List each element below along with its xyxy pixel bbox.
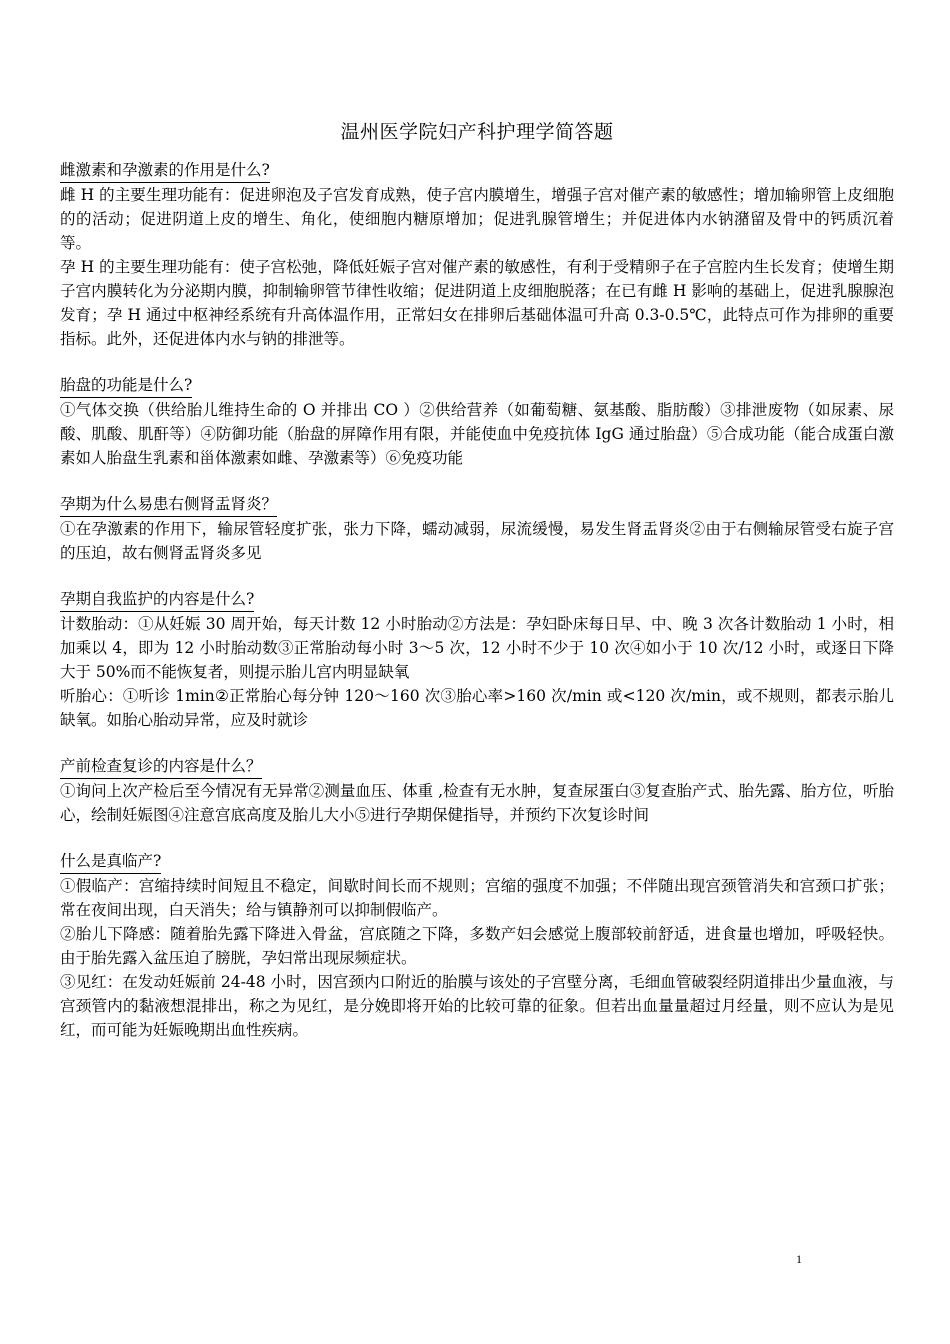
- section-self-monitoring: [60, 587, 894, 732]
- page-number: 1: [796, 1252, 802, 1266]
- question-heading: 什么是真临产?: [60, 849, 161, 874]
- answer-paragraph: 雌 H 的主要生理功能有：促进卵泡及子宫发育成熟，使子宫内膜增生，增强子宫对催产素的敏感性；增加输卵管上皮细胞的的活动；促进阴道上皮的增生、角化，使细胞内糖原增加；促进乳腺管增生；并促进体内水钠潴留及骨中的钙质沉着等。: [60, 186, 894, 252]
- document-page: [60, 118, 894, 1064]
- section-placenta: [60, 373, 894, 470]
- section-true-labor: [60, 849, 894, 1042]
- answer-paragraph: ①询问上次产检后至今情况有无异常②测量血压、体重 ,检查有无水肿，复查尿蛋白③复查胎产式、胎先露、胎方位，听胎心，绘制妊娠图④注意宫底高度及胎儿大小⑤进行孕期保健指导，并预约下次复诊时间: [60, 782, 894, 824]
- answer-paragraph: ①在孕激素的作用下，输尿管轻度扩张，张力下降，蠕动减弱，尿流缓慢，易发生肾盂肾炎②由于右侧输尿管受右旋子宫的压迫，故右侧肾盂肾炎多见: [60, 520, 894, 562]
- answer-paragraph: ①假临产：宫缩持续时间短且不稳定，间歇时间长而不规则；宫缩的强度不加强；不伴随出现宫颈管消失和宫颈口扩张；常在夜间出现，白天消失；给与镇静剂可以抑制假临产。: [60, 877, 894, 919]
- question-heading: 孕期自我监护的内容是什么?: [60, 587, 254, 612]
- section-prenatal-followup: [60, 754, 894, 827]
- answer-paragraph: ③见红：在发动妊娠前 24-48 小时，因宫颈内口附近的胎膜与该处的子宫壁分离，毛细血管破裂经阴道排出少量血液，与宫颈管内的黏液想混排出，称之为见红，是分娩即将开始的比较可靠的征象。但若出血量量超过月经量，则不应认为是见红，而可能为妊娠晚期出血性疾病。: [60, 973, 894, 1039]
- answer-paragraph: 听胎心：①听诊 1min②正常胎心每分钟 120～160 次③胎心率>160 次/min 或<120 次/min，或不规则，都表示胎儿缺氧。如胎心胎动异常，应及时就诊: [60, 687, 894, 729]
- question-heading: 雌激素和孕激素的作用是什么?: [60, 158, 270, 183]
- answer-paragraph: ②胎儿下降感：随着胎先露下降进入骨盆，宫底随之下降，多数产妇会感觉上腹部较前舒适，进食量也增加，呼吸轻快。由于胎先露入盆压迫了膀胱，孕妇常出现尿频症状。: [60, 925, 894, 967]
- answer-paragraph: 孕 H 的主要生理功能有：使子宫松弛，降低妊娠子宫对催产素的敏感性，有利于受精卵子在子宫腔内生长发育；使增生期子宫内膜转化为分泌期内膜，抑制输卵管节律性收缩；促进阴道上皮细胞脱落；在已有雌 H 影响的基础上，促进乳腺腺泡发育；孕 H 通过中枢神经系统有升高体温作用，正常妇女在排卵后基础体温可升高 0.3-0.5℃，此特点可作为排卵的重要指标。此外，还促进体内水与钠的排泄等。: [60, 258, 894, 348]
- answer-paragraph: ①气体交换（供给胎儿维持生命的 O 并排出 CO ）②供给营养（如葡萄糖、氨基酸、脂肪酸）③排泄废物（如尿素、尿酸、肌酸、肌酐等）④防御功能（胎盘的屏障作用有限，并能使血中免疫抗体 IgG 通过胎盘）⑤合成功能（能合成蛋白激素如人胎盘生乳素和甾体激素如雌、孕激素等）⑥免疫功能: [60, 401, 894, 467]
- question-heading: 胎盘的功能是什么?: [60, 373, 192, 398]
- question-heading: 产前检查复诊的内容是什么？: [60, 754, 262, 779]
- answer-paragraph: 计数胎动：①从妊娠 30 周开始，每天计数 12 小时胎动②方法是：孕妇卧床每日早、中、晚 3 次各计数胎动 1 小时，相加乘以 4，即为 12 小时胎动数③正常胎动每小时 3～5 次，12 小时不少于 10 次④如小于 10 次/12 小时，或逐日下降大于 50%而不能恢复者，则提示胎儿宫内明显缺氧: [60, 615, 894, 681]
- question-heading: 孕期为什么易患右侧肾盂肾炎？: [60, 492, 277, 517]
- document-title: 温州医学院妇产科护理学简答题: [340, 121, 614, 143]
- section-hormones: [60, 158, 894, 351]
- section-pyelonephritis: [60, 492, 894, 565]
